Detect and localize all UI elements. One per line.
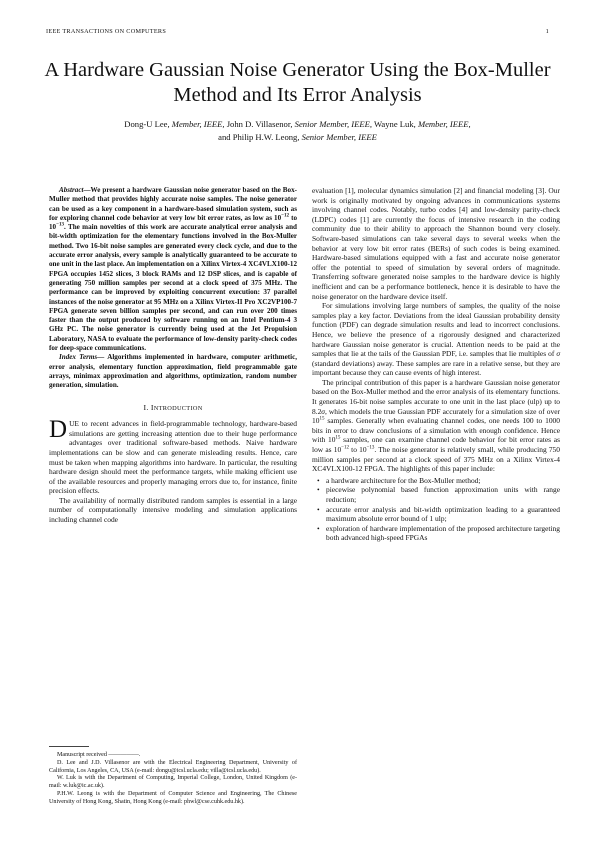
paragraph-text: to 10 [349,445,367,455]
list-item: • exploration of hardware implementation of the proposed architecture targeting both advanced high-speed FPGAs [326,524,560,543]
abstract-label: Abstract [59,186,84,194]
footnote-affiliation-1: D. Lee and J.D. Villasenor are with the Electrical Engineering Department, University of California, Los Angeles, CA, USA (e-mail: dongu@icsl.ucla.edu; villa@icsl.ucla.edu). [49,759,297,774]
paragraph-text: . The noise generator is relatively small, while producing 750 million samples per second at a clock speed of 375 MHz on a Xilinx Virtex-4 XC4VLX100-12 FPGA. The highlights of this paper include: [312,445,560,474]
exponent: −12 [341,445,349,451]
abstract-text: —We present a hardware Gaussian noise generator based on the Box-Muller method that provides highly accurate noise samples. The noise generator can be used as a key component in a hardware-based simulation system, such as for exploring channel code behavior at very low bit error rates, as low as 10 [49,186,297,222]
index-terms [49,353,297,390]
section-title-rest: NTRODUCTION [153,404,203,412]
right-column [312,186,560,543]
highlights-list [312,476,560,543]
paragraph-text: (standard deviations) away. These samples are rare in a relative sense, but they are important because they can cause events of high interest. [312,358,560,378]
abstract-exponent: −13 [56,222,64,228]
author-role: Member, IEEE, [417,119,471,129]
footnote-affiliation-3: P.H.W. Leong is with the Department of Computer Science and Engineering, The Chinese University of Hong Kong, Shatin, Hong Kong (e-mail: phwl@cse.cuhk.edu.hk). [49,790,297,805]
paragraph-text: The principal contribution of this paper is a hardware Gaussian noise generator based on the Box-Muller method and the error analysis of its elementary functions. It generates 16-bit noise samples accurate to one unit in the last place (ulp) up to 8.2 [312,377,560,416]
section-title-initial: I [150,402,154,412]
index-terms-label: Index Terms [59,353,98,362]
list-item: • accurate error analysis and bit-width optimization leading to a guaranteed maximum absolute error bound of 1 ulp; [326,505,560,524]
running-head [46,28,549,35]
authors-line-2 [60,131,535,144]
author-name: and Philip H.W. Leong, [218,132,302,142]
exponent: −13 [366,445,375,451]
abstract-text: . The main novelties of this work are accurate analytical error analysis and bit-width optimization for the elementary functions involved in the Box-Muller method. Two 16-bit noise samples are generated every clock cycle, and due to the accurate error analysis, every sample is analytically guaranteed to be accurate to one unit in the last place. An implementation on a Xilinx Virtex-4 XC4VLX100-12 FPGA occupies 1452 slices, 3 block RAMs and 12 DSP slices, and is capable of generating 750 million samples per second at a clock speed of 375 MHz. The performance can be improved by exploiting concurrent execution: 37 parallel instances of the noise generator at 95 MHz on a Xilinx Virtex-II Pro XC2VP100-7 FPGA generate seven billion samples per second, and can run over 200 times faster than the output produced by software running on an Intel Pentium-4 3 GHz PC. The noise generator is currently being used at the Jet Propulsion Laboratory, NASA to evaluate the performance of low-density parity-check codes for deep-space communications. [49,223,297,353]
sigma-symbol: σ [556,349,560,359]
paragraph-text: , which models the true Gaussian PDF accurately for a simulation size of over 10 [312,406,560,426]
list-item: • a hardware architecture for the Box-Muller method; [326,476,560,486]
author-name: Dong-U Lee, [124,119,172,129]
author-name: John D. Villasenor, [224,119,295,129]
authors-line-1 [60,118,535,131]
list-item: • piecewise polynomial based function approximation units with range reduction; [326,485,560,504]
author-role: Senior Member, IEEE [301,132,377,142]
footnote-received: Manuscript received —————. [57,752,141,758]
paragraph-text: samples. Generally when evaluating channel codes, one needs 100 to 1000 bits in error to draw conclusions of a simulation with enough confidence. Hence with 10 [312,416,560,445]
author-role: Senior Member, IEEE, [294,119,372,129]
abstract-text: to 10 [49,213,297,232]
paragraph-continued: evaluation [1], molecular dynamics simulation [2] and financial modeling [3]. Our work is originally motivated by ongoing advances in communications systems involving channel codes. Notably, turbo codes [4] and low-density parity-check (LDPC) codes [1] are currently the focus of intensive research in the coding community due to their ability to approach the Shannon bound very closely. Software-based simulations can take several days to several weeks when the behavior at very low bit error rates (BERs) of such codes is being examined. Hardware-based simulations equipped with a fast and accurate noise generator offer the potential to speed of simulation by several orders of magnitude. Transferring software generated noise samples to the hardware device is highly inefficient and can be a performance bottleneck, hence it is desirable to have the noise generator on the hardware device itself. [312,186,560,301]
exponent: 15 [319,416,325,422]
sigma-symbol: σ [321,406,325,416]
abstract [49,186,297,353]
left-column [49,186,297,525]
paragraph-contribution [312,378,560,474]
abstract-exponent: −12 [281,213,289,219]
journal-name: IEEE TRANSACTIONS ON COMPUTERS [46,28,167,35]
footnotes [49,746,297,807]
paper-title: A Hardware Gaussian Noise Generator Using the Box-Muller Method and Its Error Analysis [44,59,551,106]
paragraph-text: samples, one can examine channel code behavior for bit error rates as low as 10 [312,435,560,455]
author-list [60,118,535,144]
section-heading-introduction [49,403,297,414]
footnote-rule [49,746,89,747]
paragraph-noise-quality [312,301,560,378]
author-role: Member, IEEE, [171,119,225,129]
section-numeral: I. [143,402,151,412]
drop-cap: D [49,416,68,444]
exponent: 15 [335,435,341,441]
footnote-affiliation-2: W. Luk is with the Department of Computing, Imperial College, London, United Kingdom (e-mail: w.luk@ic.ac.uk). [49,775,297,790]
paragraph-text: For simulations involving large numbers of samples, the quality of the noise samples play a key factor. Deviations from the ideal Gaussian probability density function (PDF) can degrade simulation results and lead to incorrect conclusions. Hence, we believe the presence of a rigorously designed and characterized hardware Gaussian noise generator is crucial. Attention needs to be paid at the samples that lie at the tails of the Gaussian PDF, i.e. samples that lie multiples of [312,301,560,359]
page-number: 1 [545,28,549,35]
index-terms-text: — Algorithms implemented in hardware, computer arithmetic, error analysis, elementary function approximation, field programmable gate arrays, minimax approximation and algorithms, optimization, random number generation, simulation. [49,353,297,390]
intro-paragraph-2: The availability of normally distributed random samples is essential in a large number of computationally intensive modeling and simulation applications including channel code [49,495,297,525]
author-name: Wayne Luk, [372,119,418,129]
intro-paragraph-1 [49,416,297,496]
paragraph-text: UE to recent advances in field-programmable technology, hardware-based simulations are getting increasing attention due to their huge performance advantages over traditional software-based methods. Naive hardware implementations can be slow and can generate misleading results. Hence, care must be taken when mapping algorithms into hardware. In particular, the resulting hardware design should meet the performance targets, while making efficient use of the available resources and properly managing errors due to, for instance, finite precision effects. [49,419,297,496]
